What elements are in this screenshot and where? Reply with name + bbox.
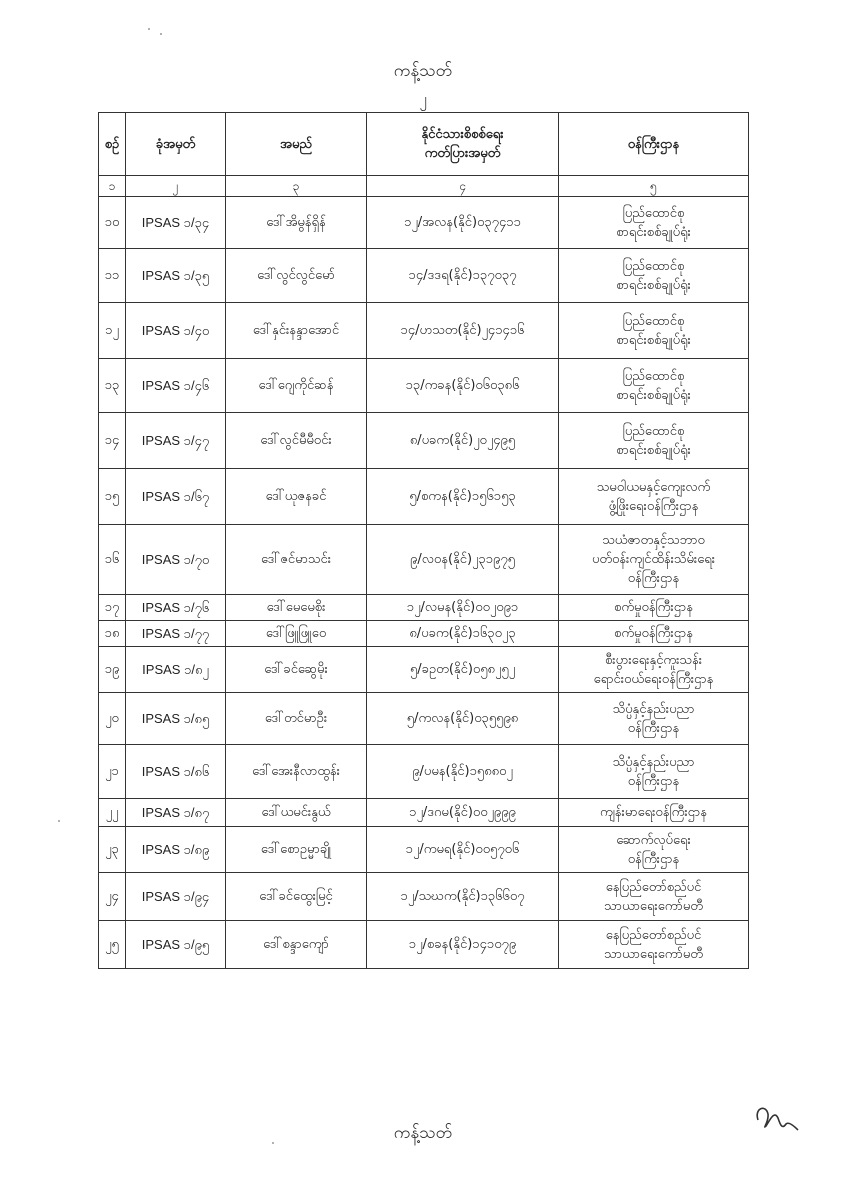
seat-number: IPSAS ၁/၇၀ [126, 525, 226, 595]
person-name: ဒေါ်ယမင်းနွယ် [226, 799, 367, 827]
row-number: ၁၇ [99, 595, 126, 621]
nrc-number: ၉/ပမန(နိုင်)၁၅၈၈၀၂ [367, 745, 559, 799]
ministry-name: ပြည်ထောင်စု စာရင်းစစ်ချုပ်ရုံး [559, 303, 749, 359]
ministry-name: သမဝါယမနှင့်ကျေးလက် ဖွံ့ဖြိုးရေးဝန်ကြီးဌာန [559, 469, 749, 525]
row-number: ၁၆ [99, 525, 126, 595]
row-number: ၂၃ [99, 827, 126, 873]
row-number: ၁၃ [99, 359, 126, 413]
person-name: ဒေါ်စန္ဒာကျော် [226, 921, 367, 969]
ministry-name: ကျန်းမာရေးဝန်ကြီးဌာန [559, 799, 749, 827]
seat-number: IPSAS ၁/၉၅ [126, 921, 226, 969]
table-row [99, 249, 749, 303]
ministry-name: ပြည်ထောင်စု စာရင်းစစ်ချုပ်ရုံး [559, 249, 749, 303]
ministry-name: စီးပွားရေးနှင့်ကူးသန်း ရောင်းဝယ်ရေးဝန်ကြီးဌာန [559, 647, 749, 693]
table-row [99, 469, 749, 525]
nrc-number: ၁၂/လမန(နိုင်)၀၀၂၀၉၁ [367, 595, 559, 621]
person-name: ဒေါ်လွင်မီမီဝင်း [226, 413, 367, 469]
table-row [99, 693, 749, 745]
nrc-number: ၁၂/ကမရ(နိုင်)၀၀၅၇၀၆ [367, 827, 559, 873]
person-name: ဒေါ်တင်မာဦး [226, 693, 367, 745]
seat-number: IPSAS ၁/၃၄ [126, 197, 226, 249]
header-label: ကန့်သတ် [393, 61, 453, 81]
column-number-row [99, 176, 749, 197]
table-row [99, 595, 749, 621]
table-row [99, 303, 749, 359]
seat-number: IPSAS ၁/၄၀ [126, 303, 226, 359]
col-header-no: စဉ် [99, 113, 126, 176]
seat-number: IPSAS ၁/၄၆ [126, 359, 226, 413]
seat-number: IPSAS ၁/၇၆ [126, 595, 226, 621]
table-row [99, 647, 749, 693]
scan-speck [58, 820, 60, 822]
footer-label: ကန့်သတ် [393, 1123, 453, 1143]
nrc-number: ၈/ပခက(နိုင်)၂၀၂၄၉၅ [367, 413, 559, 469]
ministry-name: သယံဇာတနှင့်သဘာဝ ပတ်ဝန်းကျင်ထိန်းသိမ်းရေး ဝန်ကြီးဌာန [559, 525, 749, 595]
seat-number: IPSAS ၁/၄၇ [126, 413, 226, 469]
ministry-name: သိပ္ပံနှင့်နည်းပညာ ဝန်ကြီးဌာန [559, 693, 749, 745]
ministry-name: စက်မှုဝန်ကြီးဌာန [559, 621, 749, 647]
column-number: ၁ [99, 176, 126, 197]
person-name: ဒေါ်ခင်ထွေးမြင့် [226, 873, 367, 921]
table-row [99, 525, 749, 595]
scan-speck [160, 33, 162, 35]
row-number: ၂၂ [99, 799, 126, 827]
row-number: ၂၅ [99, 921, 126, 969]
row-number: ၂၀ [99, 693, 126, 745]
ministry-name: နေပြည်တော်စည်ပင် သာယာရေးကော်မတီ [559, 873, 749, 921]
nrc-number: ၈/ပခက(နိုင်)၁၆၃၀၂၃ [367, 621, 559, 647]
nrc-number: ၁၃/ကခန(နိုင်)၀၆၀၃၈၆ [367, 359, 559, 413]
row-number: ၁၂ [99, 303, 126, 359]
person-name: ဒေါ်စောဥမ္မာချို [226, 827, 367, 873]
ministry-name: ဆောက်လုပ်ရေး ဝန်ကြီးဌာန [559, 827, 749, 873]
scan-speck [148, 28, 150, 30]
col-header-seat: ခုံအမှတ် [126, 113, 226, 176]
table-row [99, 359, 749, 413]
nrc-number: ၁၂/စခန(နိုင်)၁၄၁၀၇၉ [367, 921, 559, 969]
page-number: ၂ [419, 90, 427, 108]
signature-mark [752, 1100, 812, 1140]
seat-number: IPSAS ၁/၈၉ [126, 827, 226, 873]
person-name: ဒေါ်ဂျေကိုင်ဆန် [226, 359, 367, 413]
column-number: ၃ [226, 176, 367, 197]
scan-speck [272, 1142, 274, 1144]
seat-number: IPSAS ၁/၈၅ [126, 693, 226, 745]
table-row [99, 827, 749, 873]
table-row [99, 745, 749, 799]
person-name: ဒေါ်ဖြူဖြူဝေ [226, 621, 367, 647]
ministry-name: ပြည်ထောင်စု စာရင်းစစ်ချုပ်ရုံး [559, 359, 749, 413]
nrc-number: ၁၄/ဒဒရ(နိုင်)၁၃၇၀၃၇ [367, 249, 559, 303]
header-row [99, 113, 749, 176]
person-name: ဒေါ်လွင်လွင်မော် [226, 249, 367, 303]
seat-number: IPSAS ၁/၃၅ [126, 249, 226, 303]
row-number: ၁၄ [99, 413, 126, 469]
nrc-number: ၅/ခဥတ(နိုင်)၀၅၈၂၅၂ [367, 647, 559, 693]
ministry-name: နေပြည်တော်စည်ပင် သာယာရေးကော်မတီ [559, 921, 749, 969]
row-number: ၂၁ [99, 745, 126, 799]
nrc-number: ၉/လဝန(နိုင်)၂၃၁၉၇၅ [367, 525, 559, 595]
person-name: ဒေါ်မေမေစိုး [226, 595, 367, 621]
person-name: ဒေါ်ဇင်မာသင်း [226, 525, 367, 595]
row-number: ၁၉ [99, 647, 126, 693]
person-name: ဒေါ်နှင်းနန္ဒာအောင် [226, 303, 367, 359]
col-header-ministry: ဝန်ကြီးဌာန [559, 113, 749, 176]
seat-number: IPSAS ၁/၈၆ [126, 745, 226, 799]
table-row [99, 621, 749, 647]
table-row [99, 413, 749, 469]
table-row [99, 197, 749, 249]
col-header-nrc: နိုင်ငံသားစိစစ်ရေး ကတ်ပြားအမှတ် [367, 113, 559, 176]
table-row [99, 921, 749, 969]
seat-number: IPSAS ၁/၈၇ [126, 799, 226, 827]
column-number: ၄ [367, 176, 559, 197]
row-number: ၂၄ [99, 873, 126, 921]
seat-number: IPSAS ၁/၇၇ [126, 621, 226, 647]
roster-table [98, 112, 749, 969]
row-number: ၁၈ [99, 621, 126, 647]
nrc-number: ၁၂/အလန(နိုင်)၀၃၇၄၁၁ [367, 197, 559, 249]
table-row [99, 873, 749, 921]
column-number: ၅ [559, 176, 749, 197]
nrc-number: ၅/စကန(နိုင်)၁၅၆၁၅၃ [367, 469, 559, 525]
seat-number: IPSAS ၁/၆၇ [126, 469, 226, 525]
col-header-name: အမည် [226, 113, 367, 176]
column-number: ၂ [126, 176, 226, 197]
nrc-number: ၅/ကလန(နိုင်)၀၃၅၅၉၈ [367, 693, 559, 745]
person-name: ဒေါ်အိမွန်ရှိန် [226, 197, 367, 249]
seat-number: IPSAS ၁/၈၂ [126, 647, 226, 693]
nrc-number: ၁၄/ဟသတ(နိုင်)၂၄၁၄၁၆ [367, 303, 559, 359]
ministry-name: သိပ္ပံနှင့်နည်းပညာ ဝန်ကြီးဌာန [559, 745, 749, 799]
row-number: ၁၀ [99, 197, 126, 249]
ministry-name: ပြည်ထောင်စု စာရင်းစစ်ချုပ်ရုံး [559, 197, 749, 249]
person-name: ဒေါ်ခင်ဆွေမိုး [226, 647, 367, 693]
person-name: ဒေါ်ယုဇနခင် [226, 469, 367, 525]
nrc-number: ၁၂/ဒဂမ(နိုင်)၀၀၂၉၉၉ [367, 799, 559, 827]
seat-number: IPSAS ၁/၉၄ [126, 873, 226, 921]
table-row [99, 799, 749, 827]
person-name: ဒေါ်အေးနီလာထွန်း [226, 745, 367, 799]
ministry-name: စက်မှုဝန်ကြီးဌာန [559, 595, 749, 621]
nrc-number: ၁၂/သဃက(နိုင်)၁၃၆၆၀၇ [367, 873, 559, 921]
row-number: ၁၅ [99, 469, 126, 525]
ministry-name: ပြည်ထောင်စု စာရင်းစစ်ချုပ်ရုံး [559, 413, 749, 469]
row-number: ၁၁ [99, 249, 126, 303]
